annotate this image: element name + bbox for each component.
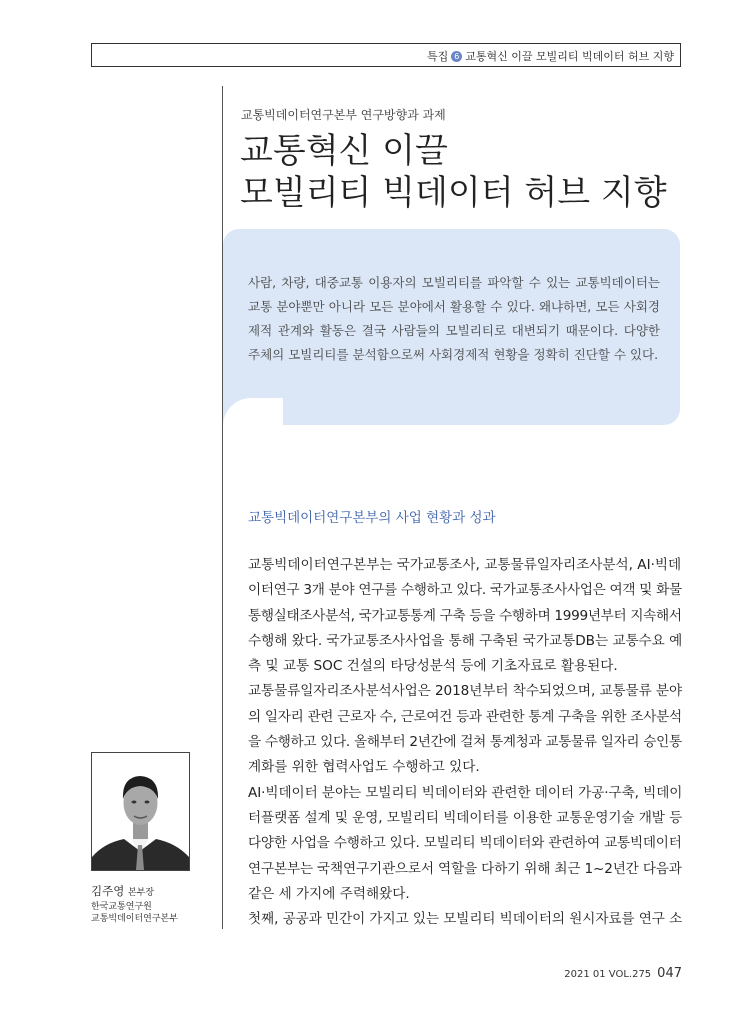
summary-box [223, 229, 680, 425]
running-header [91, 43, 681, 67]
page-number: 047 [657, 966, 682, 981]
section-label: 특집 [426, 50, 449, 63]
issue-info: 2021 01 VOL.275 [564, 969, 652, 980]
body-line: 터플랫폼 설계 및 운영, 모빌리티 빅데이터를 이용한 교통운영기술 개발 등 [248, 809, 683, 826]
body-line: 교통물류일자리조사분석사업은 2018년부터 착수되었으며, 교통물류 분야 [248, 683, 683, 700]
summary-text: 사람, 차량, 대중교통 이용자의 모빌리티를 파악할 수 있는 교통빅데이터는 교통 분야뿐만 아니라 모든 분야에서 활용할 수 있다. 왜냐하면, 모든 사회경제적 관계와 활동은 결국 사람들의 모빌리티로 대변되기 때문이다. 다양한 주체의 모빌리티를 분석함으로써 사회경제적 현황을 정확히 진단할 수 있다. [248, 275, 660, 362]
article-body [248, 553, 682, 932]
author-photo [91, 752, 190, 871]
body-line: 연구본부는 국책연구기관으로서 역할을 다하기 위해 최근 1~2년간 다음과 [248, 860, 682, 877]
body-line: 다양한 사업을 수행하고 있다. 모빌리티 빅데이터와 관련하여 교통빅데이터 [248, 835, 682, 852]
body-line: 계화를 위한 협력사업도 수행하고 있다. [248, 759, 480, 776]
author-affiliation [91, 901, 178, 925]
running-header-text [427, 48, 674, 64]
body-line: 측 및 교통 SOC 건설의 타당성분석 등에 기초자료로 활용된다. [248, 658, 618, 675]
author-name-line [91, 883, 154, 899]
running-title: 교통혁신 이끌 모빌리티 빅데이터 허브 지향 [465, 50, 674, 63]
section-heading: 교통빅데이터연구본부의 사업 현황과 성과 [248, 510, 496, 526]
article-kicker: 교통빅데이터연구본부 연구방향과 과제 [241, 108, 446, 122]
body-line: 통행실태조사분석, 국가교통통계 구축 등을 수행하며 1999년부터 지속해서 [248, 607, 682, 624]
body-line: 이터연구 3개 분야 연구를 수행하고 있다. 국가교통조사사업은 여객 및 화물 [248, 582, 682, 599]
summary-box-curve [223, 398, 283, 438]
page-footer [564, 966, 682, 981]
body-line: AI·빅데이터 분야는 모빌리티 빅데이터와 관련한 데이터 가공·구축, 빅데이 [248, 784, 683, 801]
body-line: 교통빅데이터연구본부는 국가교통조사, 교통물류일자리조사분석, AI·빅데 [248, 557, 682, 573]
author-name: 김주영 [91, 884, 125, 898]
column-divider [222, 86, 223, 929]
section-number-badge: 6 [451, 51, 462, 62]
article-title [240, 130, 667, 214]
body-line: 수행해 왔다. 국가교통조사사업을 통해 구축된 국가교통DB는 교통수요 예 [248, 632, 683, 649]
author-org-2: 교통빅데이터연구본부 [91, 914, 178, 924]
body-line: 첫째, 공공과 민간이 가지고 있는 모빌리티 빅데이터의 원시자료를 연구 소 [248, 911, 683, 928]
title-line-2: 모빌리티 빅데이터 허브 지향 [240, 173, 667, 213]
body-line: 을 수행하고 있다. 올해부터 2년간에 걸쳐 통계청과 교통물류 일자리 승인통 [248, 734, 682, 751]
body-line: 의 일자리 관련 근로자 수, 근로여건 등과 관련한 통계 구축을 위한 조사분석 [248, 708, 682, 725]
author-org-1: 한국교통연구원 [91, 902, 152, 912]
body-line: 같은 세 가지에 주력해왔다. [248, 885, 410, 902]
title-line-1: 교통혁신 이끌 [240, 131, 448, 171]
author-role: 본부장 [127, 888, 155, 898]
